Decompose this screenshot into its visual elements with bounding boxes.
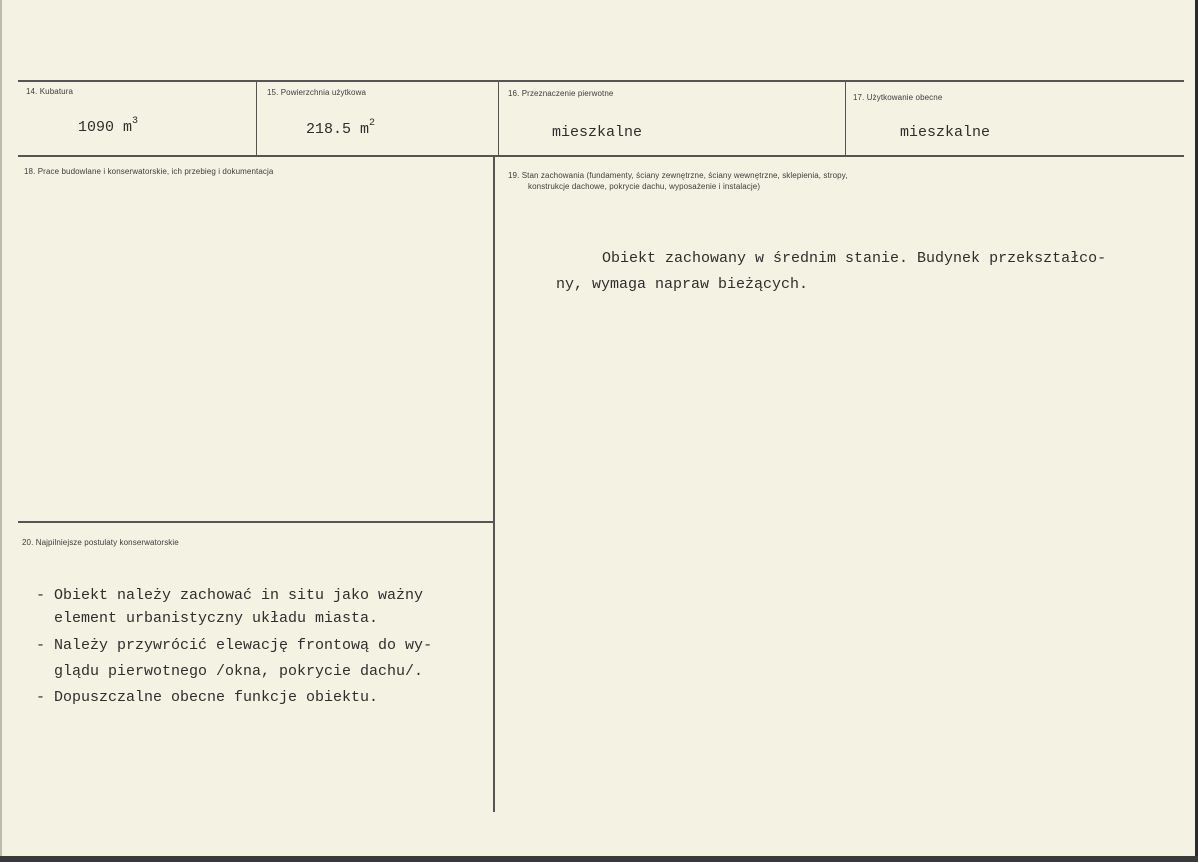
- field-20-line-2: element urbanistyczny układu miasta.: [36, 610, 379, 627]
- field-20-line-3: - Należy przywrócić elewację frontową do wy-: [36, 637, 433, 654]
- field-18-label: 18. Prace budowlane i konserwatorskie, ich przebieg i dokumentacja: [24, 167, 274, 176]
- field-14-label: 14. Kubatura: [26, 87, 74, 96]
- field-19-text-line1: Obiekt zachowany w średnim stanie. Budynek przekształco-: [602, 250, 1107, 267]
- mid-rule: [18, 155, 1184, 157]
- field-16-label: 16. Przeznaczenie pierwotne: [508, 89, 614, 98]
- section-20-rule: [18, 521, 494, 523]
- scan-edge-left: [0, 0, 2, 862]
- field-14-value: [78, 118, 138, 136]
- field-15-exponent: 2: [369, 118, 376, 129]
- field-20-line-1: - Obiekt należy zachować in situ jako ważny: [36, 587, 424, 604]
- field-19-label-line2: konstrukcje dachowe, pokrycie dachu, wyposażenie i instalacje): [528, 182, 761, 191]
- divider-15-16: [498, 80, 499, 156]
- divider-16-17: [845, 80, 846, 156]
- field-14-exponent: 3: [132, 116, 139, 127]
- top-rule: [18, 80, 1184, 82]
- field-16-value: mieszkalne: [552, 124, 643, 141]
- field-15-number: 218.5 m: [306, 121, 370, 138]
- field-17-label: 17. Użytkowanie obecne: [853, 93, 943, 102]
- field-17-value: mieszkalne: [900, 124, 991, 141]
- field-20-line-4: glądu pierwotnego /okna, pokrycie dachu/.: [36, 663, 424, 680]
- field-19-label-line1: 19. Stan zachowania (fundamenty, ściany zewnętrzne, ściany wewnętrzne, sklepienia, stropy,: [508, 171, 848, 180]
- field-20-label: 20. Najpilniejsze postulaty konserwatorskie: [22, 538, 179, 547]
- field-15-value: [306, 120, 375, 138]
- field-15-label: 15. Powierzchnia użytkowa: [267, 88, 366, 97]
- scan-edge-bottom: [0, 856, 1198, 862]
- field-14-number: 1090 m: [78, 119, 133, 136]
- divider-14-15: [256, 80, 257, 156]
- field-19-text-line2: ny, wymaga napraw bieżących.: [556, 276, 809, 293]
- divider-main: [493, 156, 495, 812]
- field-20-line-5: - Dopuszczalne obecne funkcje obiektu.: [36, 689, 379, 706]
